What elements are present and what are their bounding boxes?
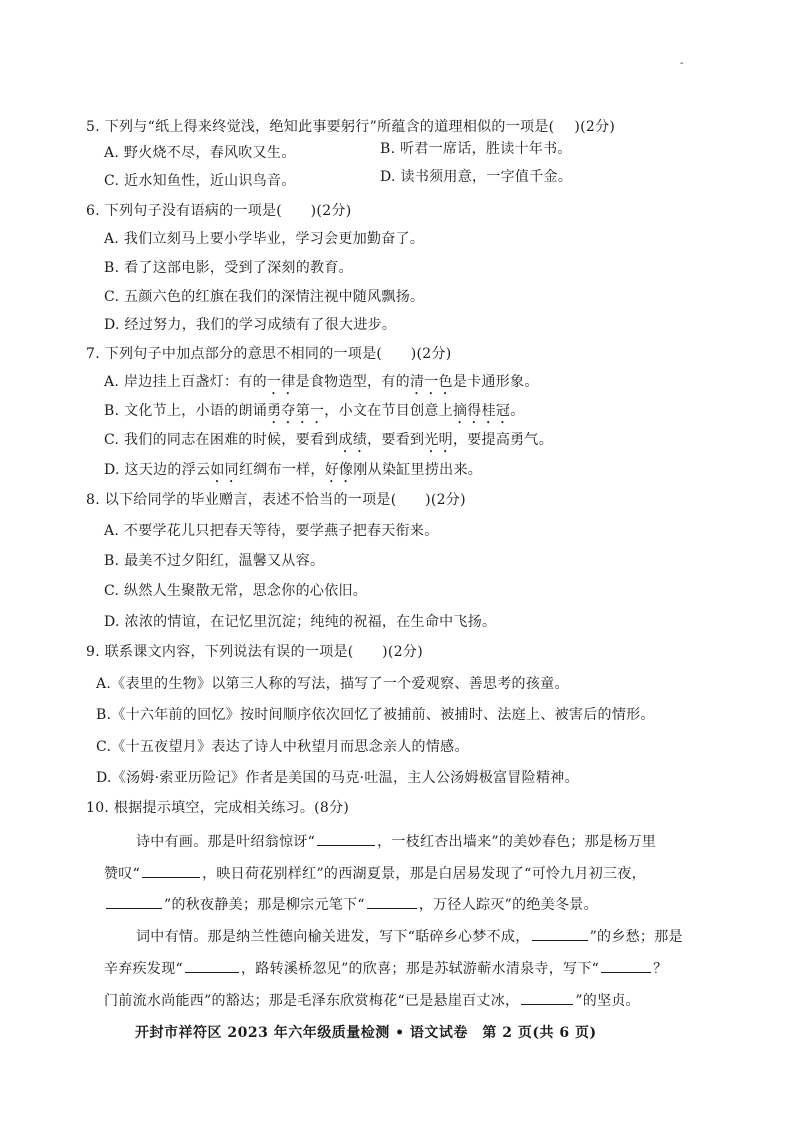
dotted-text: 勇夺第一: [267, 403, 325, 419]
question-5-option-d: D. 读书须用意，一字值千金。: [380, 169, 573, 185]
question-5-option-a: A. 野火烧不尽，春风吹又生。: [104, 145, 296, 161]
dotted-text: 如同: [210, 462, 239, 478]
question-7-option-c: C. 我们的同志在困难的时候，要看到成绩，要看到光明，要提高勇气。: [104, 432, 554, 448]
question-10-line-4: 词中有情。那是纳兰性德向榆关进发，写下“聒碎乡心梦不成， ”的乡愁；那是: [136, 926, 683, 946]
question-6-option-b: B. 看了这部电影，受到了深刻的教育。: [104, 260, 353, 276]
question-9-stem: 9. 联系课文内容，下列说法有误的一项是( )(2分): [86, 644, 423, 660]
fill-blank[interactable]: [317, 831, 375, 846]
dotted-text: 成绩: [338, 432, 368, 448]
question-9-option-a: A.《表里的生物》以第三人称的写法，描写了一个爱观察、善思考的孩童。: [96, 676, 569, 692]
question-6-option-c: C. 五颜六色的红旗在我们的深情注视中随风飘扬。: [104, 289, 425, 305]
fill-blank[interactable]: [185, 958, 239, 973]
question-8-option-c: C. 纵然人生聚散无常，思念你的心依旧。: [104, 583, 368, 599]
question-10-line-3: ”的秋夜静美；那是柳宗元笔下“ ，万径人踪灭”的绝美冬景。: [104, 894, 598, 914]
fill-blank[interactable]: [532, 926, 588, 941]
dotted-text: 好像: [324, 462, 354, 478]
question-8-option-b: B. 最美不过夕阳红，温馨又从容。: [104, 553, 325, 569]
question-10-line-2: 赞叹“ ，映日荷花别样红”的西湖夏景，那是白居易发现了“可怜九月初三夜，: [104, 863, 646, 883]
question-9-option-d: D.《汤姆·索亚历险记》作者是美国的马克·吐温，主人公汤姆极富冒险精神。: [96, 770, 579, 786]
page-footer: 开封市祥符区 2023 年六年级质量检测 • 语文试卷 第 2 页(共 6 页): [135, 1025, 597, 1041]
fill-blank[interactable]: [521, 990, 573, 1005]
question-6-option-a: A. 我们立刻马上要小学毕业，学习会更加勤奋了。: [104, 231, 425, 247]
question-5-option-b: B. 听君一席话，胜读十年书。: [380, 141, 572, 157]
question-7-option-a: A. 岸边挂上百盏灯：有的一律是食物造型，有的清一色是卡通形象。: [104, 374, 539, 390]
fill-blank[interactable]: [142, 863, 200, 878]
dotted-text: 光明: [424, 432, 453, 448]
question-8-option-d: D. 浓浓的情谊，在记忆里沉淀；纯纯的祝福，在生命中飞扬。: [104, 614, 497, 630]
question-8-option-a: A. 不要学花儿只把春天等待，要学燕子把春天衔来。: [104, 523, 439, 539]
question-7-stem: 7. 下列句子中加点部分的意思不相同的一项是( )(2分): [86, 346, 452, 362]
question-5-stem: 5. 下列与“纸上得来终觉浅，绝知此事要躬行”所蕴含的道理相似的一项是( )(2分): [86, 119, 616, 135]
question-9-option-b: B.《十六年前的回忆》按时间顺序依次回忆了被捕前、被捕时、法庭上、被害后的情形。: [96, 707, 655, 723]
dotted-text: 清一色: [409, 374, 453, 390]
question-9-option-c: C.《十五夜望月》表达了诗人中秋望月而思念亲人的情感。: [96, 739, 469, 755]
fill-blank[interactable]: [106, 894, 162, 909]
question-10-line-5: 辛弃疾发现“ ，路转溪桥忽见”的欣喜；那是苏轼游蕲水清泉寺，写下“ ？: [104, 958, 667, 978]
question-6-option-d: D. 经过努力，我们的学习成绩有了很大进步。: [104, 317, 397, 333]
fill-blank[interactable]: [601, 958, 651, 973]
fill-blank[interactable]: [367, 894, 417, 909]
question-6-stem: 6. 下列句子没有语病的一项是( )(2分): [86, 203, 352, 219]
question-5-option-c: C. 近水知鱼性，近山识鸟音。: [104, 173, 296, 189]
question-8-stem: 8. 以下给同学的毕业赠言，表述不恰当的一项是( )(2分): [86, 492, 466, 508]
dotted-text: 摘得桂冠: [453, 403, 511, 419]
question-10-line-6: 门前流水尚能西”的豁达；那是毛泽东欣赏梅花“已是悬崖百丈冰， ”的坚贞。: [104, 990, 640, 1010]
question-10-stem: 10. 根据提示填空，完成相关练习。(8分): [86, 800, 350, 816]
question-7-option-d: D. 这天边的浮云如同红绸布一样，好像刚从染缸里捞出来。: [104, 462, 483, 478]
corner-mark: -: [680, 58, 684, 69]
question-7-option-b: B. 文化节上，小语的朗诵勇夺第一，小文在节目创意上摘得桂冠。: [104, 403, 525, 419]
question-10-line-1: 诗中有画。那是叶绍翁惊讶“ ，一枝红杏出墙来”的美妙春色；那是杨万里: [136, 831, 656, 851]
dotted-text: 一律: [266, 374, 296, 390]
